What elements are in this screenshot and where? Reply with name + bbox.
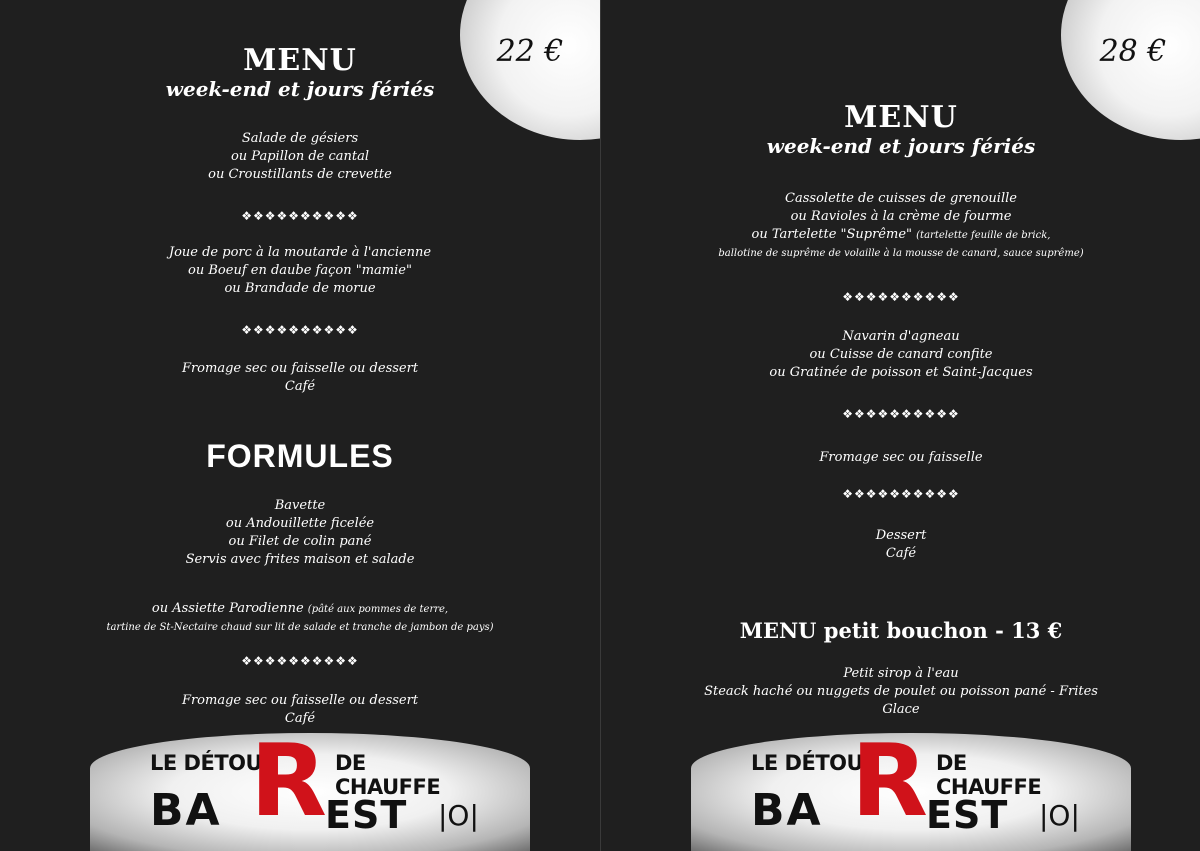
menu-item: ou Papillon de cantal <box>230 149 370 164</box>
menu-item: Dessert <box>875 528 927 543</box>
separator: ❖❖❖❖❖❖❖❖❖❖ <box>241 654 359 668</box>
menu-item: Fromage sec ou faisselle ou dessert <box>181 693 419 708</box>
menu-item: ou Tartelette "Suprême" <box>751 227 913 242</box>
starters <box>601 190 1200 263</box>
mains <box>601 328 1200 382</box>
desserts <box>0 360 600 396</box>
menu-item: Fromage sec ou faisselle <box>819 450 983 465</box>
fork-knife-icon: |O| <box>1039 799 1080 832</box>
cheese <box>601 449 1200 467</box>
menu-item-detail: (tartelette feuille de brick, <box>916 230 1051 241</box>
menu-title: MENU <box>844 100 958 135</box>
menu-item: Café <box>284 711 316 726</box>
logo-text-detou: LE DÉTOU <box>150 751 263 775</box>
menu-item: Bavette <box>274 498 326 513</box>
menu-item: ou Cuisse de canard confite <box>809 347 993 362</box>
logo-text-resto: EST <box>325 793 408 837</box>
menu-subtitle: week-end et jours fériés <box>766 134 1036 158</box>
price-label: 28 € <box>1099 34 1167 69</box>
logo-text-chauffe: DE CHAUFFE <box>335 751 441 799</box>
assiette <box>0 600 600 637</box>
logo-text-ba: BA <box>150 785 222 836</box>
menu-item: ou Boeuf en daube façon "mamie" <box>188 263 412 278</box>
menu-item: Salade de gésiers <box>241 131 359 146</box>
menu-item: Café <box>284 379 316 394</box>
menu-panel-28 <box>600 0 1200 851</box>
menu-item: ou Gratinée de poisson et Saint-Jacques <box>769 365 1033 380</box>
logo-big-r: R <box>250 722 328 839</box>
menu-item: Servis avec frites maison et salade <box>185 552 415 567</box>
restaurant-logo <box>150 722 479 851</box>
menu-header <box>0 44 600 100</box>
menu-title: MENU <box>243 43 357 78</box>
logo-text-detou: LE DÉTOU <box>751 751 864 775</box>
logo-big-r: R <box>851 722 929 839</box>
menu-item: Cassolette de cuisses de grenouille <box>785 191 1017 206</box>
bouchon-title: MENU petit bouchon - 13 € <box>739 618 1063 643</box>
assiette-name: ou Assiette Parodienne <box>151 601 304 616</box>
fork-knife-icon: |O| <box>438 799 479 832</box>
assiette-detail: (pâté aux pommes de terre, <box>307 604 449 615</box>
separator: ❖❖❖❖❖❖❖❖❖❖ <box>842 290 960 304</box>
menu-item: Navarin d'agneau <box>842 329 960 344</box>
menu-item: ou Filet de colin pané <box>228 534 372 549</box>
menu-item: Steack haché ou nuggets de poulet ou poisson pané - Frites <box>704 684 1098 699</box>
desserts <box>601 527 1200 563</box>
assiette-detail-2: tartine de St-Nectaire chaud sur lit de salade et tranche de jambon de pays) <box>106 622 494 633</box>
bouchon-items <box>601 665 1200 719</box>
formules-title: FORMULES <box>206 438 394 474</box>
menu-header <box>601 101 1200 157</box>
menu-subtitle: week-end et jours fériés <box>165 77 435 101</box>
mains <box>0 244 600 298</box>
price-label: 22 € <box>496 34 564 69</box>
restaurant-logo <box>751 722 1080 851</box>
separator: ❖❖❖❖❖❖❖❖❖❖ <box>842 487 960 501</box>
menu-item: ou Andouillette ficelée <box>225 516 375 531</box>
menu-item: Fromage sec ou faisselle ou dessert <box>181 361 419 376</box>
logo-text-chauffe: DE CHAUFFE <box>936 751 1042 799</box>
starters <box>0 130 600 184</box>
menu-item: Joue de porc à la moutarde à l'ancienne <box>168 245 432 260</box>
separator: ❖❖❖❖❖❖❖❖❖❖ <box>241 323 359 337</box>
menu-item: Café <box>885 546 917 561</box>
menu-item-detail-2: ballotine de suprême de volaille à la mousse de canard, sauce suprême) <box>718 248 1084 259</box>
menu-item: Petit sirop à l'eau <box>843 666 959 681</box>
formules-list <box>0 497 600 569</box>
logo-text-resto: EST <box>926 793 1009 837</box>
separator: ❖❖❖❖❖❖❖❖❖❖ <box>241 209 359 223</box>
menu-item: ou Brandade de morue <box>224 281 376 296</box>
logo-text-ba: BA <box>751 785 823 836</box>
menu-item: ou Ravioles à la crème de fourme <box>790 209 1012 224</box>
menu-item: Glace <box>882 702 920 717</box>
menu-item: ou Croustillants de crevette <box>208 167 392 182</box>
separator: ❖❖❖❖❖❖❖❖❖❖ <box>842 407 960 421</box>
